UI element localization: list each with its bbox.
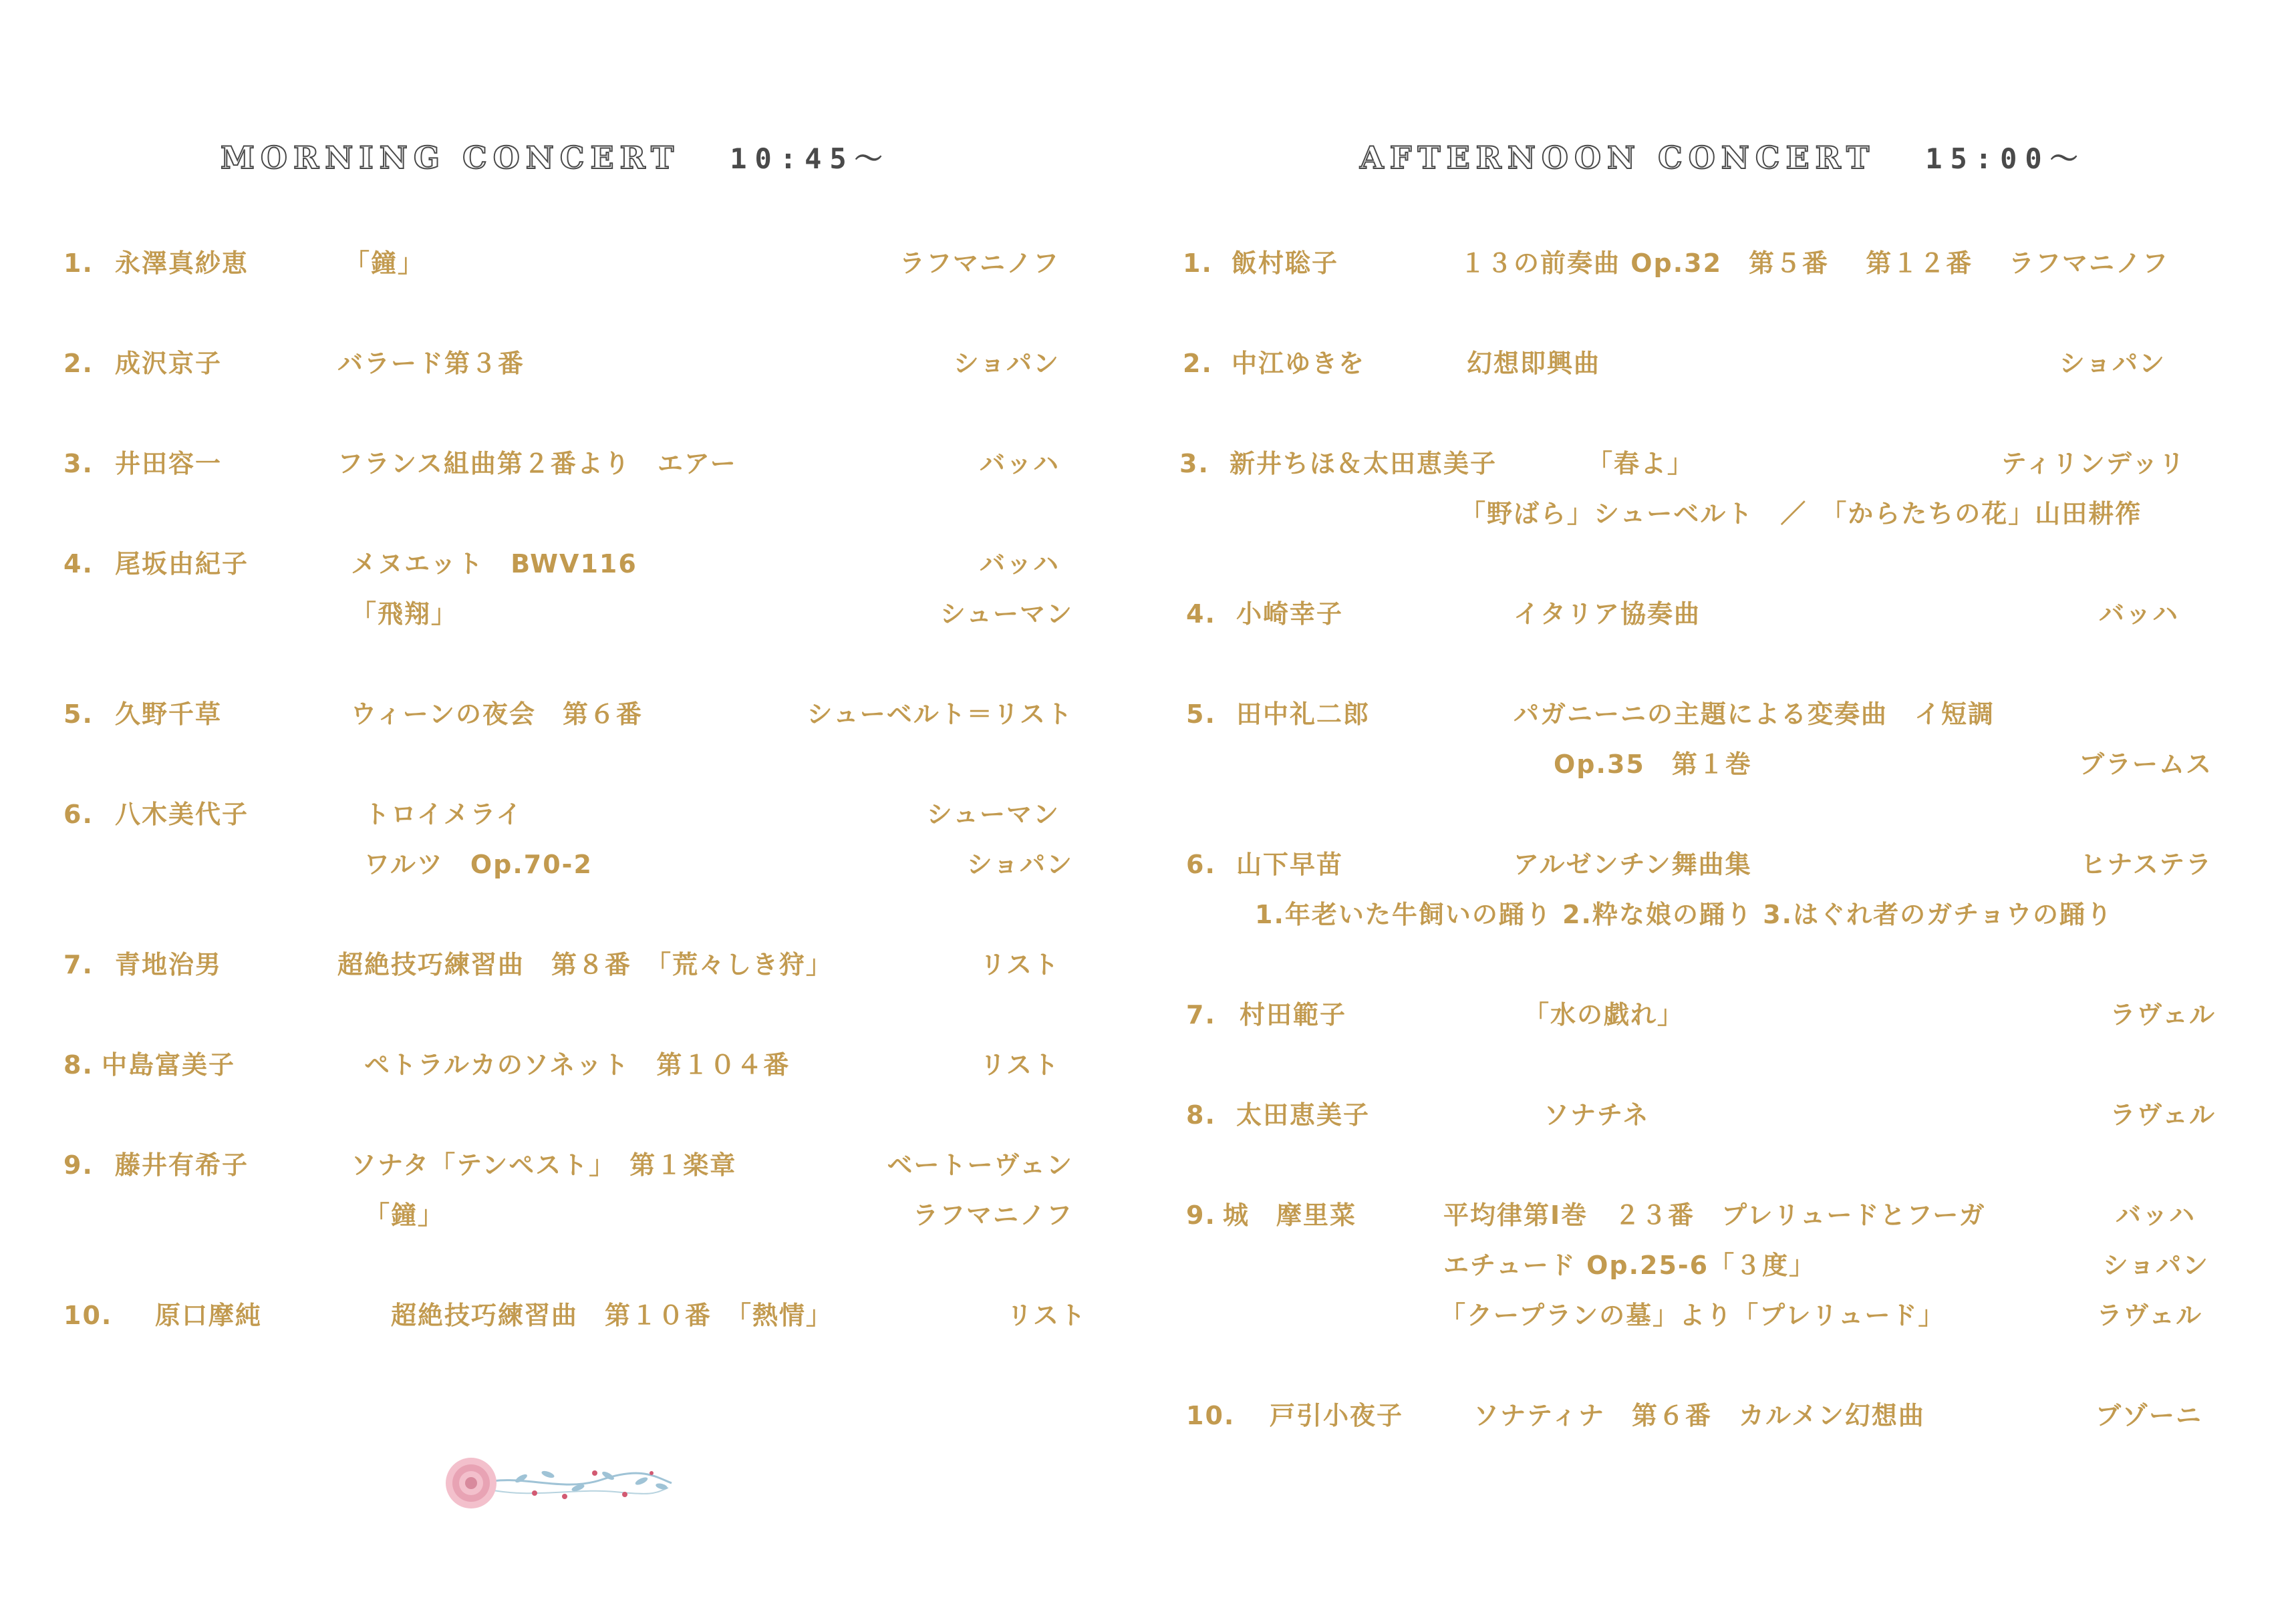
item-number: 6. [1186,850,1216,879]
item-number: 9. [63,1150,94,1180]
morning-heading [221,137,891,177]
piece-title: Op.35 第１巻 [1554,750,1752,779]
item-number: 7. [63,950,94,979]
composer: ショパン [2102,1251,2209,1280]
rose-vine-icon [441,1446,682,1520]
composer: シューマン [940,599,1073,629]
afternoon-title: AFTERNOON CONCERT [1360,140,1876,176]
piece-title: 「クープランの墓」より「プレリュード」 [1440,1301,1945,1330]
performer-name: 飯村聡子 [1232,249,1339,278]
piece-title: エチュード Op.25-6「３度」 [1443,1251,1816,1280]
composer: ラヴェル [2096,1301,2202,1330]
piece-title: ペトラルカのソネット 第１０４番 [364,1050,791,1080]
performer-name: 中島富美子 [102,1050,236,1080]
performer-name: 青地治男 [115,950,223,979]
item-number: 1. [63,249,94,278]
item-number: 3. [1179,449,1209,478]
performer-name: 太田恵美子 [1236,1100,1371,1130]
item-number: 2. [63,349,94,378]
item-number: 8. [63,1050,94,1080]
composer: バッハ [979,549,1060,579]
piece-title: 「鐘」 [344,249,425,278]
composer: ラヴェル [2110,1100,2216,1130]
performer-name: 藤井有希子 [115,1150,249,1180]
item-number: 3. [63,449,94,478]
performer-name: 尾坂由紀子 [115,549,249,579]
performer-name: 原口摩純 [155,1301,263,1330]
performer-name: 永澤真紗恵 [115,249,249,278]
piece-title: 平均律第Ⅰ巻 ２３番 プレリュードとフーガ [1443,1201,1986,1230]
performer-name: 田中礼二郎 [1236,699,1371,729]
performer-name: 井田容一 [115,449,223,478]
morning-time: 10:45〜 [730,142,891,175]
composer: ラヴェル [2110,1000,2216,1029]
piece-title: バラード第３番 [337,349,525,378]
item-number: 9. [1186,1201,1216,1230]
composer: ショパン [953,349,1060,378]
composer: ブラームス [2078,750,2212,779]
composer: シューベルト＝リスト [807,699,1073,729]
morning-title: MORNING CONCERT [221,140,680,176]
piece-title: 幻想即興曲 [1467,349,1601,378]
piece-title: トロイメライ [364,800,523,829]
piece-title: 「水の戯れ」 [1524,1000,1685,1029]
piece-title: イタリア協奏曲 [1514,599,1701,629]
performer-name: 八木美代子 [115,800,249,829]
piece-subtitle: 1.年老いた牛飼いの踊り 2.粋な娘の踊り 3.はぐれ者のガチョウの踊り [1255,900,2113,929]
performer-name: 小崎幸子 [1236,599,1344,629]
afternoon-time: 15:00〜 [1925,142,2086,175]
piece-title: 超絶技巧練習曲 第８番 「荒々しき狩」 [337,950,833,979]
piece-title: 「野ばら」シューベルト ／ 「からたちの花」山田耕筰 [1460,499,2142,528]
piece-title: フランス組曲第２番より エアー [337,449,737,478]
performer-name: 久野千草 [115,699,223,729]
item-number: 4. [1186,599,1216,629]
piece-title: ワルツ Op.70-2 [364,850,593,879]
composer: ラフマニノフ [2008,249,2169,278]
piece-title: メヌエット BWV116 [351,549,637,579]
composer: ラフマニノフ [912,1201,1073,1230]
composer: バッハ [979,449,1060,478]
performer-name: 山下早苗 [1236,850,1344,879]
piece-title: パガニーニの主題による変奏曲 イ短調 [1514,699,1995,729]
composer: シューマン [926,800,1060,829]
performer-name: 戸引小夜子 [1270,1401,1404,1430]
composer: ヒナステラ [2080,850,2212,879]
piece-title: ウィーンの夜会 第６番 [351,699,643,729]
piece-title: アルゼンチン舞曲集 [1514,850,1752,879]
item-number: 1. [1183,249,1213,278]
composer: バッハ [2098,599,2179,629]
composer: ショパン [2059,349,2166,378]
item-number: 7. [1186,1000,1216,1029]
composer: ブゾーニ [2095,1401,2202,1430]
item-number: 8. [1186,1100,1216,1130]
item-number: 5. [1186,699,1216,729]
item-number: 10. [1186,1401,1236,1430]
piece-title: １３の前奏曲 Op.32 第５番 第１２番 [1460,249,1973,278]
performer-name: 村田範子 [1240,1000,1347,1029]
piece-title: ソナチネ [1544,1100,1650,1130]
performer-name: 新井ちほ＆太田恵美子 [1230,449,1497,478]
piece-title: ソナタ「テンペスト」 第１楽章 [351,1150,737,1180]
performer-name: 成沢京子 [115,349,223,378]
composer: リスト [1006,1301,1087,1330]
composer: バッハ [2115,1201,2196,1230]
piece-title: 「鐘」 [364,1201,445,1230]
item-number: 10. [63,1301,113,1330]
piece-title: 「飛翔」 [351,599,458,629]
composer: ショパン [966,850,1073,879]
item-number: 6. [63,800,94,829]
performer-name: 中江ゆきを [1232,349,1366,378]
composer: リスト [980,950,1060,979]
composer: ティリンデッリ [2001,449,2186,478]
composer: ラフマニノフ [899,249,1060,278]
piece-title: 「春よ」 [1587,449,1695,478]
piece-title: 超絶技巧練習曲 第１０番 「熱情」 [391,1301,833,1330]
composer: ベートーヴェン [887,1150,1073,1180]
item-number: 2. [1183,349,1213,378]
item-number: 4. [63,549,94,579]
item-number: 5. [63,699,94,729]
piece-title: ソナティナ 第６番 カルメン幻想曲 [1473,1401,1925,1430]
composer: リスト [980,1050,1060,1080]
performer-name: 城 摩里菜 [1223,1201,1357,1230]
afternoon-heading [1360,137,2086,177]
